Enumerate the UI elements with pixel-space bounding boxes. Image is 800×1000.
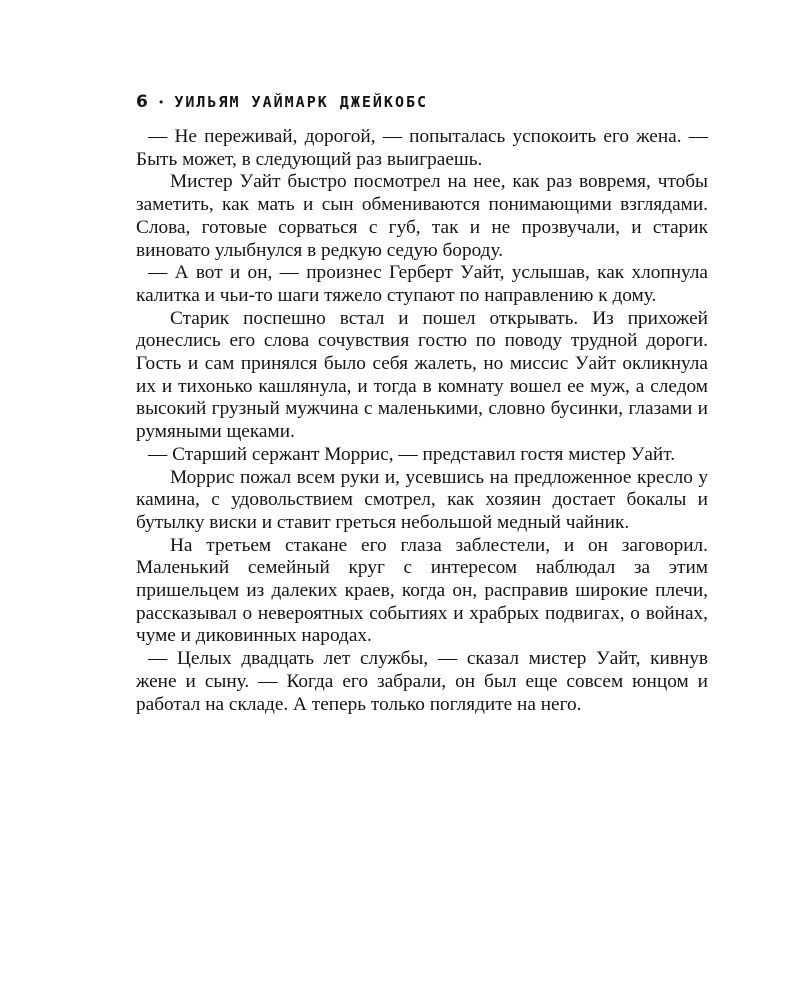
book-page	[136, 92, 708, 716]
body-text	[136, 126, 708, 716]
paragraph: — А вот и он, — произнес Герберт Уайт, услышав, как хлопнула калитка и чьи-то шаги тяжело ступают по направлению к дому.	[136, 262, 708, 306]
paragraph: — Не переживай, дорогой, — попыталась успокоить его жена. — Быть может, в следующий раз выиграешь.	[136, 126, 708, 170]
bullet-separator: •	[157, 95, 165, 109]
paragraph: — Целых двадцать лет службы, — сказал мистер Уайт, кивнув жене и сыну. — Когда его забрали, он был еще совсем юнцом и работал на складе. А теперь только поглядите на него.	[136, 648, 708, 715]
paragraph: — Старший сержант Моррис, — представил гостя мистер Уайт.	[148, 443, 676, 465]
paragraph: Моррис пожал всем руки и, усевшись на предложенное кресло у камина, с удовольствием смотрел, как хозяин достает бокалы и бутылку виски и ставит греться небольшой медный чайник.	[136, 466, 708, 533]
author-name: УИЛЬЯМ УАЙМАРК ДЖЕЙКОБС	[174, 93, 429, 111]
paragraph: На третьем стакане его глаза заблестели, и он заговорил. Маленький семейный круг с интересом наблюдал за этим пришельцем из далеких краев, когда он, расправив широкие плечи, рассказывал о невероятных событиях и храбрых подвигах, о войнах, чуме и диковинных народах.	[136, 534, 708, 647]
paragraph: Мистер Уайт быстро посмотрел на нее, как раз вовремя, чтобы заметить, как мать и сын обмениваются понимающими взглядами. Слова, готовые сорваться с губ, так и не прозвучали, и старик виновато улыбнулся в редкую седую бороду.	[136, 171, 708, 261]
page-number: 6	[136, 92, 148, 112]
paragraph: Старик поспешно встал и пошел открывать. Из прихожей донеслись его слова сочувствия гостю по поводу трудной дороги. Гость и сам принялся было себя жалеть, но миссис Уайт окликнула их и тихонько кашлянула, и тогда в комнату вошел ее муж, а следом высокий грузный мужчина с маленькими, словно бусинки, глазами и румяными щеками.	[136, 307, 708, 443]
running-head	[136, 92, 708, 112]
